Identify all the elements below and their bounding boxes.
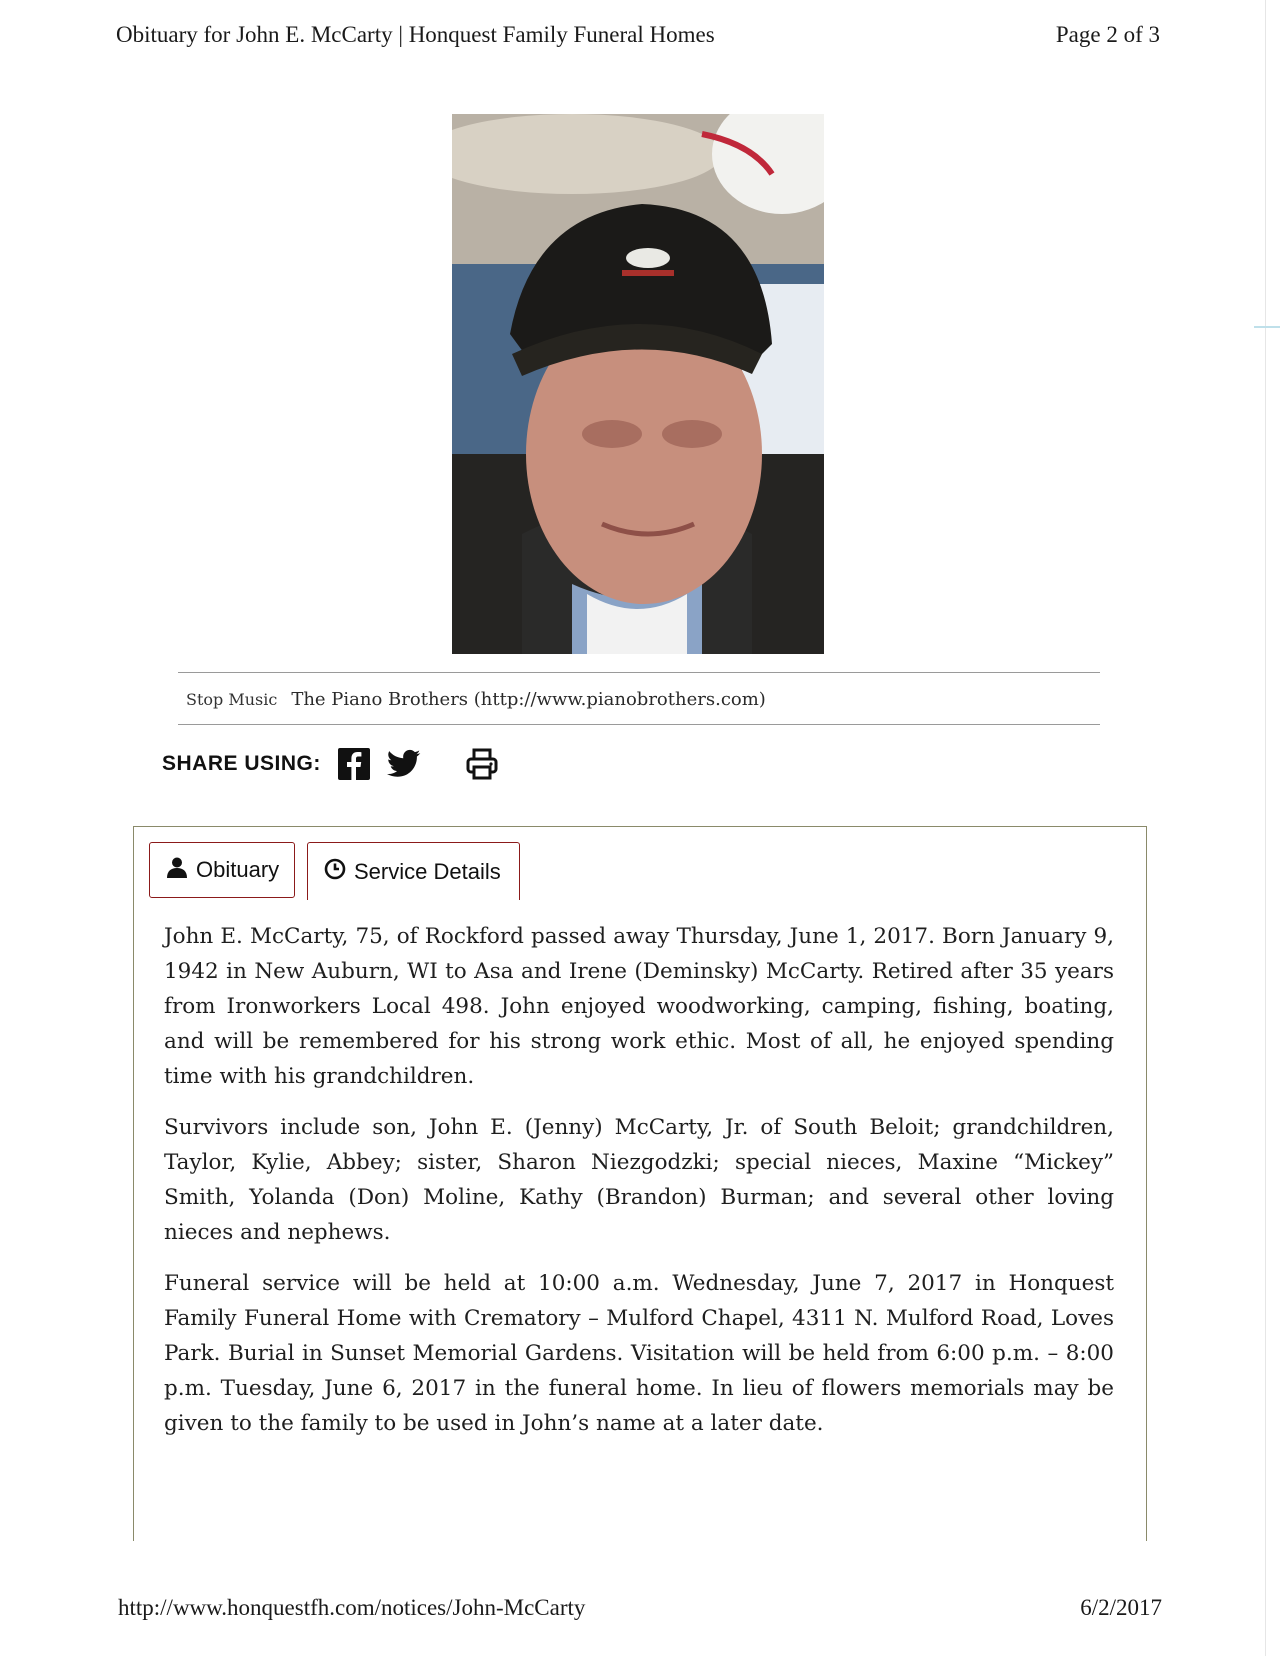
obituary-text	[164, 919, 1114, 1457]
obituary-paragraph: John E. McCarty, 75, of Rockford passed away Thursday, June 1, 2017. Born January 9, 1942 in New Auburn, WI to Asa and Irene (Deminsky) McCarty. Retired after 35 years from Ironworkers Local 498. John enjoyed woodworking, camping, fishing, boating, and will be remembered for his strong work ethic. Most of all, he enjoyed spending time with his grandchildren.	[164, 924, 1114, 1089]
obituary-paragraph: Survivors include son, John E. (Jenny) McCarty, Jr. of South Beloit; grandchildren, Taylor, Kylie, Abbey; sister, Sharon Niezgodzki; special nieces, Maxine “Mickey” Smith, Yolanda (Don) Moline, Kathy (Brandon) Burman; and several other loving nieces and nephews.	[164, 1115, 1114, 1245]
obituary-paragraph: Funeral service will be held at 10:00 a.m. Wednesday, June 7, 2017 in Honquest Family Funeral Home with Crematory – Mulford Chapel, 4311 N. Mulford Road, Loves Park. Burial in Sunset Memorial Gardens. Visitation will be held from 6:00 p.m. – 8:00 p.m. Tuesday, June 6, 2017 in the funeral home. In lieu of flowers memorials may be given to the family to be used in John’s name at a later date.	[164, 1271, 1114, 1436]
twitter-icon[interactable]	[385, 745, 423, 783]
stop-music-button[interactable]: Stop Music	[186, 689, 278, 709]
clock-icon	[324, 858, 346, 886]
share-label: SHARE USING:	[162, 752, 321, 775]
print-header-page-number: Page 2 of 3	[1055, 22, 1160, 47]
print-footer-date: 6/2/2017	[1080, 1595, 1162, 1620]
tab-obituary[interactable]	[149, 842, 295, 898]
person-icon	[166, 856, 188, 884]
music-bar	[186, 686, 766, 712]
obituary-panel	[133, 826, 1147, 1541]
divider-top	[178, 672, 1100, 673]
divider-bottom	[178, 724, 1100, 725]
facebook-icon[interactable]	[335, 745, 373, 783]
print-icon[interactable]	[463, 745, 501, 783]
tab-obituary-label: Obituary	[196, 857, 280, 882]
print-header-title: Obituary for John E. McCarty | Honquest Family Funeral Homes	[116, 22, 715, 47]
music-credit: The Piano Brothers (http://www.pianobrothers.com)	[291, 688, 766, 710]
scan-edge	[1265, 0, 1266, 1656]
print-footer-url: http://www.honquestfh.com/notices/John-McCarty	[118, 1595, 586, 1620]
tab-service-details[interactable]	[307, 842, 520, 900]
tab-bar	[149, 842, 520, 900]
scan-mark	[1254, 326, 1280, 328]
portrait-photo	[452, 114, 824, 654]
tab-service-details-label: Service Details	[354, 858, 501, 884]
share-bar	[162, 742, 513, 786]
